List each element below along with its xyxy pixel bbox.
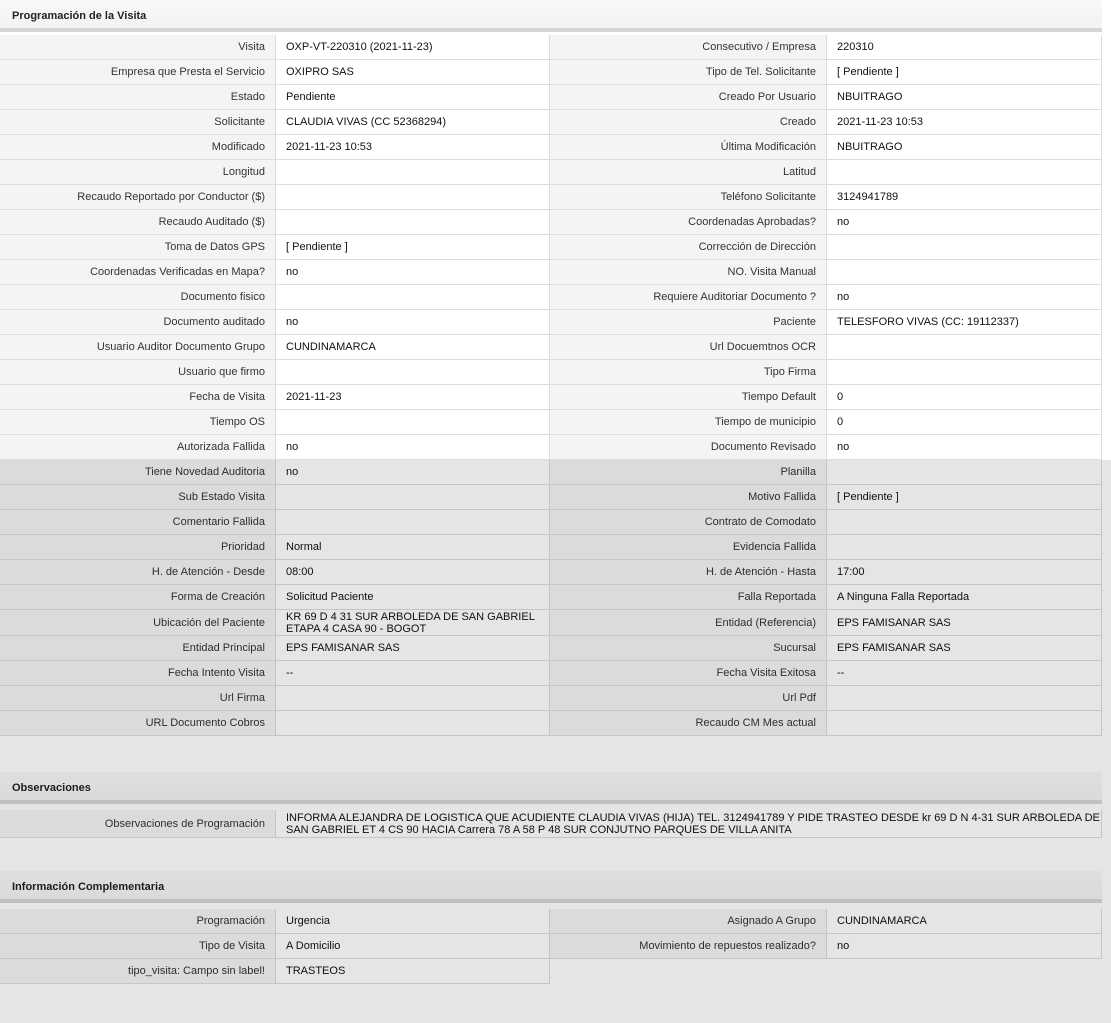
- field-label: URL Documento Cobros: [0, 711, 275, 736]
- field-value: [275, 185, 550, 210]
- field-value: [826, 535, 1102, 560]
- field-label: Documento Revisado: [550, 435, 826, 460]
- table-row: [0, 335, 1102, 360]
- field-value: OXP-VT-220310 (2021-11-23): [275, 35, 550, 60]
- field-label: Planilla: [550, 460, 826, 485]
- field-value: [826, 160, 1102, 185]
- field-label: Tipo Firma: [550, 360, 826, 385]
- field-value: [826, 460, 1102, 485]
- field-value: 220310: [826, 35, 1102, 60]
- field-value: 0: [826, 385, 1102, 410]
- field-value: [826, 235, 1102, 260]
- field-label: Coordenadas Aprobadas?: [550, 210, 826, 235]
- field-value: [275, 485, 550, 510]
- field-label: Coordenadas Verificadas en Mapa?: [0, 260, 275, 285]
- field-label: Prioridad: [0, 535, 275, 560]
- field-label: Asignado A Grupo: [550, 909, 826, 934]
- field-label: Entidad (Referencia): [550, 610, 826, 636]
- field-value: [275, 210, 550, 235]
- field-label: Solicitante: [0, 110, 275, 135]
- field-value: no: [826, 285, 1102, 310]
- field-label: Tiene Novedad Auditoria: [0, 460, 275, 485]
- table-row: [0, 385, 1102, 410]
- field-value: Solicitud Paciente: [275, 585, 550, 610]
- field-value: [275, 410, 550, 435]
- section-title: Observaciones: [12, 782, 91, 794]
- field-value: KR 69 D 4 31 SUR ARBOLEDA DE SAN GABRIEL ETAPA 4 CASA 90 - BOGOT: [275, 610, 550, 636]
- field-label: Usuario Auditor Documento Grupo: [0, 335, 275, 360]
- field-label: Requiere Auditoriar Documento ?: [550, 285, 826, 310]
- field-value: no: [275, 460, 550, 485]
- section-header-complementaria: [0, 871, 1102, 903]
- field-label: Toma de Datos GPS: [0, 235, 275, 260]
- section-title: Programación de la Visita: [12, 10, 147, 22]
- field-value: [826, 510, 1102, 535]
- field-value: [ Pendiente ]: [826, 485, 1102, 510]
- field-value: 2021-11-23 10:53: [826, 110, 1102, 135]
- field-label: tipo_visita: Campo sin label!: [0, 959, 275, 984]
- field-value: EPS FAMISANAR SAS: [275, 636, 550, 661]
- field-value: OXIPRO SAS: [275, 60, 550, 85]
- field-label: Creado: [550, 110, 826, 135]
- field-value: no: [826, 210, 1102, 235]
- field-label: Url Firma: [0, 686, 275, 711]
- field-label: Visita: [0, 35, 275, 60]
- field-value: CUNDINAMARCA: [275, 335, 550, 360]
- table-row: [0, 510, 1102, 535]
- table-row: [0, 460, 1102, 485]
- field-label: Fecha Visita Exitosa: [550, 661, 826, 686]
- field-value: NBUITRAGO: [826, 135, 1102, 160]
- field-label: Movimiento de repuestos realizado?: [550, 934, 826, 959]
- field-value: 2021-11-23 10:53: [275, 135, 550, 160]
- field-value: EPS FAMISANAR SAS: [826, 636, 1102, 661]
- field-label: Fecha de Visita: [0, 385, 275, 410]
- field-label: H. de Atención - Desde: [0, 560, 275, 585]
- field-value: [275, 510, 550, 535]
- field-value: [826, 335, 1102, 360]
- field-label: Teléfono Solicitante: [550, 185, 826, 210]
- field-value: A Domicilio: [275, 934, 550, 959]
- field-value: [275, 160, 550, 185]
- table-row: [0, 260, 1102, 285]
- field-value: A Ninguna Falla Reportada: [826, 585, 1102, 610]
- table-row: [0, 485, 1102, 510]
- section-header-programacion: [0, 0, 1102, 32]
- table-row: [0, 435, 1102, 460]
- field-value: 17:00: [826, 560, 1102, 585]
- field-label: Evidencia Fallida: [550, 535, 826, 560]
- field-label: Tipo de Visita: [0, 934, 275, 959]
- field-value: [275, 360, 550, 385]
- field-value: INFORMA ALEJANDRA DE LOGISTICA QUE ACUDIENTE CLAUDIA VIVAS (HIJA) TEL. 3124941789 Y PIDE TRASTEO DESDE kr 69 D N 4-31 SUR ARBOLEDA DE SAN GABRIEL ET 4 CS 90 HACIA Carrera 78 A 58 P 48 SUR CONJUTNO PARQUES DE VILLA ANITA: [275, 810, 1102, 838]
- field-value: no: [826, 435, 1102, 460]
- table-row: [0, 959, 1102, 984]
- field-label: Tiempo OS: [0, 410, 275, 435]
- field-value: --: [275, 661, 550, 686]
- field-value: Urgencia: [275, 909, 550, 934]
- field-value: CUNDINAMARCA: [826, 909, 1102, 934]
- table-row: [0, 610, 1102, 636]
- table-row: [0, 185, 1102, 210]
- field-value: TELESFORO VIVAS (CC: 19112337): [826, 310, 1102, 335]
- field-value: [826, 711, 1102, 736]
- table-row: [0, 35, 1102, 60]
- table-row: [0, 360, 1102, 385]
- table-row: [0, 560, 1102, 585]
- field-value: 2021-11-23: [275, 385, 550, 410]
- field-label: Longitud: [0, 160, 275, 185]
- field-value: Normal: [275, 535, 550, 560]
- field-label: Corrección de Dirección: [550, 235, 826, 260]
- field-value: 08:00: [275, 560, 550, 585]
- field-label: Recaudo Reportado por Conductor ($): [0, 185, 275, 210]
- field-value: no: [275, 310, 550, 335]
- field-label: Recaudo Auditado ($): [0, 210, 275, 235]
- field-label: Falla Reportada: [550, 585, 826, 610]
- field-label: Estado: [0, 85, 275, 110]
- field-value: 0: [826, 410, 1102, 435]
- table-row: [0, 135, 1102, 160]
- field-label: Modificado: [0, 135, 275, 160]
- table-row: [0, 85, 1102, 110]
- field-label: Sub Estado Visita: [0, 485, 275, 510]
- field-label: Documento auditado: [0, 310, 275, 335]
- table-row: [0, 686, 1102, 711]
- field-value: [826, 360, 1102, 385]
- field-label: Recaudo CM Mes actual: [550, 711, 826, 736]
- table-row: [0, 585, 1102, 610]
- table-row: [0, 661, 1102, 686]
- field-label: Latitud: [550, 160, 826, 185]
- field-value: EPS FAMISANAR SAS: [826, 610, 1102, 636]
- field-label: Paciente: [550, 310, 826, 335]
- observaciones-row: [0, 810, 1102, 838]
- field-label: Fecha Intento Visita: [0, 661, 275, 686]
- field-label: Última Modificación: [550, 135, 826, 160]
- field-label: Observaciones de Programación: [0, 810, 275, 838]
- field-label: Tipo de Tel. Solicitante: [550, 60, 826, 85]
- field-label: Autorizada Fallida: [0, 435, 275, 460]
- field-label: Usuario que firmo: [0, 360, 275, 385]
- field-label: Programación: [0, 909, 275, 934]
- field-value: [275, 686, 550, 711]
- field-label: Tiempo Default: [550, 385, 826, 410]
- field-label: Url Docuemtnos OCR: [550, 335, 826, 360]
- field-value: [ Pendiente ]: [275, 235, 550, 260]
- table-row: [0, 285, 1102, 310]
- table-row: [0, 934, 1102, 959]
- field-value: CLAUDIA VIVAS (CC 52368294): [275, 110, 550, 135]
- table-row: [0, 210, 1102, 235]
- field-value: TRASTEOS: [275, 959, 550, 984]
- field-label: Sucursal: [550, 636, 826, 661]
- field-value: [275, 711, 550, 736]
- field-value: no: [275, 435, 550, 460]
- field-label: Empresa que Presta el Servicio: [0, 60, 275, 85]
- field-value: NBUITRAGO: [826, 85, 1102, 110]
- table-row: [0, 160, 1102, 185]
- section-header-observaciones: [0, 772, 1102, 804]
- field-label: Comentario Fallida: [0, 510, 275, 535]
- field-label: Documento fisico: [0, 285, 275, 310]
- table-row: [0, 909, 1102, 934]
- table-row: [0, 535, 1102, 560]
- field-value: no: [826, 934, 1102, 959]
- table-row: [0, 310, 1102, 335]
- field-label: Motivo Fallida: [550, 485, 826, 510]
- field-label: Ubicación del Paciente: [0, 610, 275, 636]
- field-label: Entidad Principal: [0, 636, 275, 661]
- table-row: [0, 410, 1102, 435]
- field-label: Contrato de Comodato: [550, 510, 826, 535]
- field-label: NO. Visita Manual: [550, 260, 826, 285]
- field-label: Tiempo de municipio: [550, 410, 826, 435]
- field-value: --: [826, 661, 1102, 686]
- field-value: [826, 260, 1102, 285]
- field-label: Consecutivo / Empresa: [550, 35, 826, 60]
- field-label: Url Pdf: [550, 686, 826, 711]
- table-row: [0, 636, 1102, 661]
- table-row: [0, 110, 1102, 135]
- table-row: [0, 711, 1102, 736]
- field-value: [275, 285, 550, 310]
- table-row: [0, 60, 1102, 85]
- field-label: H. de Atención - Hasta: [550, 560, 826, 585]
- field-value: Pendiente: [275, 85, 550, 110]
- table-row: [0, 235, 1102, 260]
- field-value: no: [275, 260, 550, 285]
- field-value: [826, 686, 1102, 711]
- field-value: [ Pendiente ]: [826, 60, 1102, 85]
- field-value: 3124941789: [826, 185, 1102, 210]
- field-label: Creado Por Usuario: [550, 85, 826, 110]
- field-label: Forma de Creación: [0, 585, 275, 610]
- section-title: Información Complementaria: [12, 881, 165, 893]
